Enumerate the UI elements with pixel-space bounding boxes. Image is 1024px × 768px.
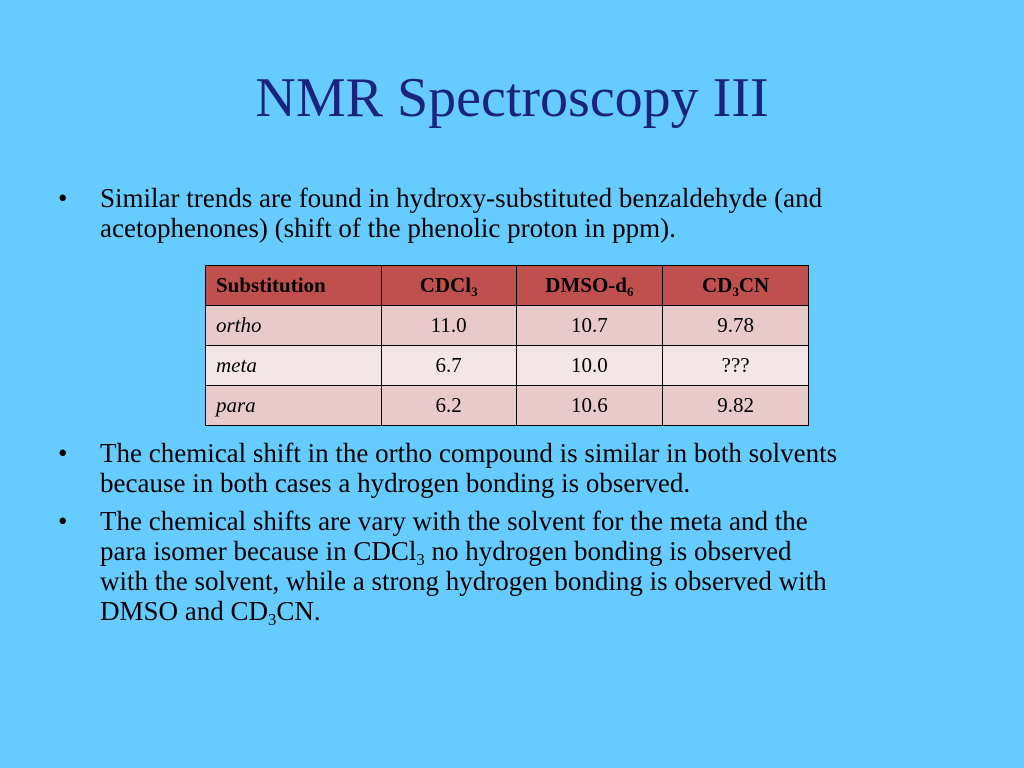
bullet-line: Similar trends are found in hydroxy-substituted benzaldehyde (and (100, 183, 823, 213)
bullet-text-part: no hydrogen bonding is observed (424, 536, 792, 566)
bullet-text-part: CN. (276, 596, 321, 626)
header-dmso-sub: 6 (626, 283, 634, 299)
cell-cdcl3: 11.0 (381, 306, 516, 346)
bullet-line: The chemical shifts are vary with the solvent for the meta and the (100, 506, 808, 536)
cell-substitution: para (206, 386, 382, 426)
bullet-marker: • (58, 506, 68, 536)
table-header-row (206, 266, 809, 306)
bullet-line: because in both cases a hydrogen bonding is observed. (100, 468, 691, 498)
bullet-text (100, 438, 960, 498)
cell-dmso: 10.7 (516, 306, 663, 346)
subscript: 3 (416, 550, 425, 570)
cell-cdcl3: 6.2 (381, 386, 516, 426)
bullet-marker: • (58, 183, 68, 213)
bullet-line: with the solvent, while a strong hydrogen bonding is observed with (100, 566, 827, 596)
header-substitution: Substitution (206, 266, 382, 306)
header-cdcl3 (381, 266, 516, 306)
cell-cd3cn: 9.78 (663, 306, 809, 346)
cell-substitution: meta (206, 346, 382, 386)
subscript: 3 (268, 610, 277, 630)
slide-title: NMR Spectroscopy III (255, 67, 769, 129)
header-dmso-main: DMSO-d (545, 273, 627, 297)
header-cd3cn-main: CD (702, 273, 733, 297)
cell-cdcl3: 6.7 (381, 346, 516, 386)
chemical-shift-table (205, 265, 809, 426)
bullet-line (100, 596, 960, 630)
table-row (206, 346, 809, 386)
header-cd3cn (663, 266, 809, 306)
bullet-text (100, 183, 960, 243)
header-cdcl3-sub: 3 (471, 283, 478, 299)
bullet-text-part: DMSO and CD (100, 596, 269, 626)
header-cdcl3-main: CDCl (419, 273, 472, 297)
table-row (206, 306, 809, 346)
cell-dmso: 10.0 (516, 346, 663, 386)
cell-dmso: 10.6 (516, 386, 663, 426)
bullet-line (100, 536, 960, 570)
header-dmso-d6 (516, 266, 663, 306)
header-cd3cn-tail: CN (738, 273, 770, 297)
table-row (206, 386, 809, 426)
cell-cd3cn: ??? (663, 346, 809, 386)
cell-cd3cn: 9.82 (663, 386, 809, 426)
cell-substitution: ortho (206, 306, 382, 346)
bullet-text (100, 506, 960, 630)
bullet-line: acetophenones) (shift of the phenolic proton in ppm). (100, 213, 676, 243)
bullet-marker: • (58, 438, 68, 468)
bullet-text-part: para isomer because in CDCl (100, 536, 417, 566)
header-cd3cn-sub: 3 (732, 283, 739, 299)
bullet-line: The chemical shift in the ortho compound is similar in both solvents (100, 438, 838, 468)
